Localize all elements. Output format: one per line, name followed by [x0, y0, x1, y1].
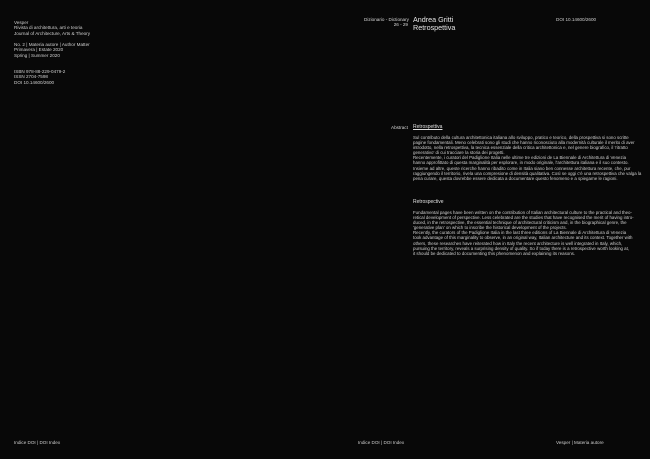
issue-info — [14, 42, 90, 58]
abstract-line: retical development of perspective. Less celebrated are the studies that have recognised the merit of having intro- — [413, 215, 634, 221]
article-title: Retrospettiva — [413, 22, 456, 32]
abstract-body-it — [413, 135, 641, 181]
abstract-line: it should be dedicated to documenting this phenomenon and explaining its reasons. — [413, 250, 576, 256]
isbn: ISBN 978-88-229-0479-2 — [14, 69, 66, 74]
journal-subtitle-it: Rivista di architettura, arti e teoria — [14, 25, 83, 31]
abstract-line: introdotto, nella retrospettiva, la tecnica essenziale della critica architettonica e, nel genere biografico, il 'ritratto — [413, 145, 628, 151]
abstract-line: others, these researches have reiterated how in Italy the recent architecture is well integrated in Italy, which, — [413, 240, 623, 246]
abstract-line: pagine fondamentali. Meno celebrati sono gli studi che hanno riconosciuto alla modernità culturale il merito di aver — [413, 140, 635, 146]
abstract-heading-en: Retrospective — [413, 199, 444, 205]
abstract-label: Abstract — [391, 125, 408, 130]
footer-right: Vesper | Materia autore — [556, 440, 604, 445]
journal-subtitle-en: Journal of Architecture, Arts & Theory — [14, 30, 91, 36]
season-en: Spring | Summer 2020 — [14, 52, 60, 58]
section-label: Dizionario - Dictionary — [364, 17, 409, 22]
abstract-line: Recentemente, i curatori del Padiglione Italia nelle ultime tre edizioni de La Biennale di Architettura di Venezia — [413, 155, 627, 161]
abstract-line: Recently, the curators of the Padiglione Italia in the last three editions of La Biennale di Architettura di Venezia — [413, 230, 627, 236]
footer-left: Indice DOI | DOI Index — [14, 440, 61, 445]
abstract-line: pursuing the territory, reveals a surprising density of quality. So if today there is a retrospective worth looking at, — [413, 245, 630, 251]
abstract-line: generativo' di cui tracciare la storia dei progetti. — [413, 150, 505, 156]
journal-name: Vesper — [14, 20, 29, 25]
abstract-heading-it: Retrospettiva — [413, 124, 443, 130]
footer-center: Indice DOI | DOI Index — [358, 440, 405, 445]
issue-line: No. 2 | Materia autore | Author Matter — [14, 42, 90, 47]
identifiers — [14, 69, 65, 85]
abstract-line: 'generative plan' on which to inscribe the historical development of the projects. — [413, 225, 567, 231]
doi-right: DOI 10.14600/2600 — [556, 17, 597, 22]
doi-left: DOI 10.14600/2600 — [14, 79, 55, 85]
section-info — [364, 17, 408, 28]
abstract-line: Insieme ad altre, queste ricerche hanno ribadito come in Italia siano ben connesse architettura recente, che, pur — [413, 165, 631, 171]
abstract-line: Fundamental pages have been written on the contribution of Italian architectural culture to the practical and theo- — [413, 210, 632, 215]
page-range: 26 - 29 — [393, 22, 408, 28]
abstract-line: duced, in the retrospective, the essential technique of architectural criticism and, in the biographical genre, the — [413, 220, 627, 226]
issn: ISSN 2704-7598 — [14, 74, 48, 80]
abstract-line: took advantage of this marginality to observe, in an original way, Italian architecture and its context. Together with — [413, 235, 633, 241]
abstract-line: raggiungendo il territorio, rivela una compresione di densità qualitativa. Così se oggi c'è una retrospettiva che valga la — [413, 170, 642, 176]
abstract-line: Sul contributo della cultura architettonica italiana allo sviluppo, pratico e teorico, della prospettiva si sono scritte — [413, 135, 629, 140]
author-name: Andrea Gritti — [413, 15, 454, 24]
abstract-body-en — [413, 210, 634, 256]
season-it: Primavera | Estate 2020 — [14, 47, 64, 53]
journal-masthead — [14, 20, 90, 36]
abstract-line: pena curare, questa dovrebbe essere dedicata a documentare questo fenomeno e a spiegarne le ragioni. — [413, 175, 618, 181]
author-title-block — [413, 16, 455, 31]
abstract-line: hanno approfittato di questa marginalità per esplorare, in modo originale, l'architettura italiana e il suo contesto. — [413, 160, 629, 166]
